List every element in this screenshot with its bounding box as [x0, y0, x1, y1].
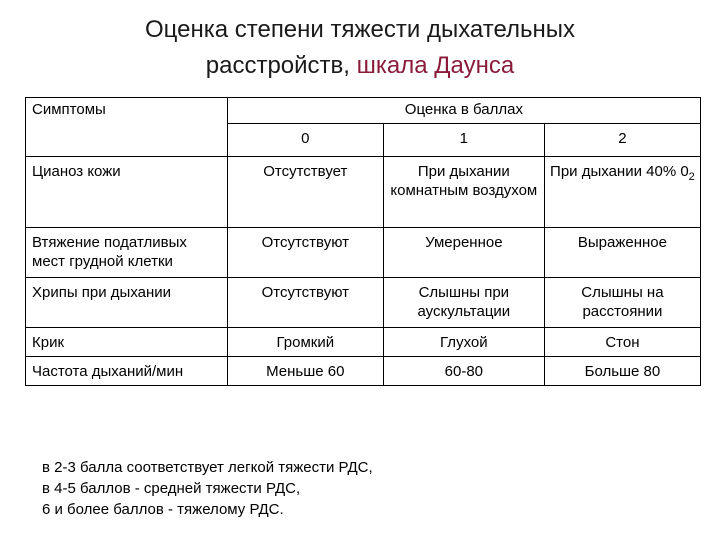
row-score-0: Отсутствует [227, 157, 383, 228]
note-line-1: в 2-3 балла соответствует легкой тяжести РДС, [42, 459, 373, 476]
table-row [26, 278, 701, 328]
row-symptom: Хрипы при дыхании [26, 278, 228, 328]
row-score-2: Слышны на расстоянии [544, 278, 700, 328]
row-score-1: При дыхании комнатным воздухом [383, 157, 544, 228]
score-column-2: 2 [544, 124, 700, 157]
row-symptom: Частота дыханий/мин [26, 357, 228, 386]
title-line-2-plain: расстройств, [205, 52, 357, 79]
row-symptom: Втяжение податливых мест грудной клетки [26, 228, 228, 278]
table-header-row [26, 98, 701, 124]
header-symptoms: Симптомы [26, 98, 228, 157]
row-score-1: Глухой [383, 328, 544, 357]
note-line-2: в 4-5 баллов - средней тяжести РДС, [42, 480, 301, 497]
row-score-1: Слышны при аускультации [383, 278, 544, 328]
row-score-2: Стон [544, 328, 700, 357]
row-score-2: Больше 80 [544, 357, 700, 386]
interpretation-note [42, 457, 373, 520]
page-title [0, 12, 720, 84]
table-row [26, 228, 701, 278]
row-score-2: Выраженное [544, 228, 700, 278]
row-score-1: 60-80 [383, 357, 544, 386]
row-symptom: Крик [26, 328, 228, 357]
title-line-1: Оценка степени тяжести дыхательных [144, 16, 576, 43]
header-score: Оценка в баллах [227, 98, 700, 124]
row-score-2-subscript: 2 [688, 171, 695, 183]
title-line-2 [0, 48, 720, 84]
table-row [26, 328, 701, 357]
row-score-0: Отсутствуют [227, 278, 383, 328]
table-row [26, 357, 701, 386]
score-column-0: 0 [227, 124, 383, 157]
note-line-3: 6 и более баллов - тяжелому РДС. [42, 501, 284, 518]
table-row [26, 157, 701, 228]
row-symptom: Цианоз кожи [26, 157, 228, 228]
row-score-0: Меньше 60 [227, 357, 383, 386]
row-score-0: Громкий [227, 328, 383, 357]
row-score-0: Отсутствуют [227, 228, 383, 278]
row-score-2 [544, 157, 700, 228]
row-score-2-text: При дыхании 40% 0 [550, 163, 689, 180]
row-score-1: Умеренное [383, 228, 544, 278]
downes-scale-table [25, 97, 701, 386]
score-column-1: 1 [383, 124, 544, 157]
title-line-2-accent: шкала Даунса [356, 52, 515, 79]
